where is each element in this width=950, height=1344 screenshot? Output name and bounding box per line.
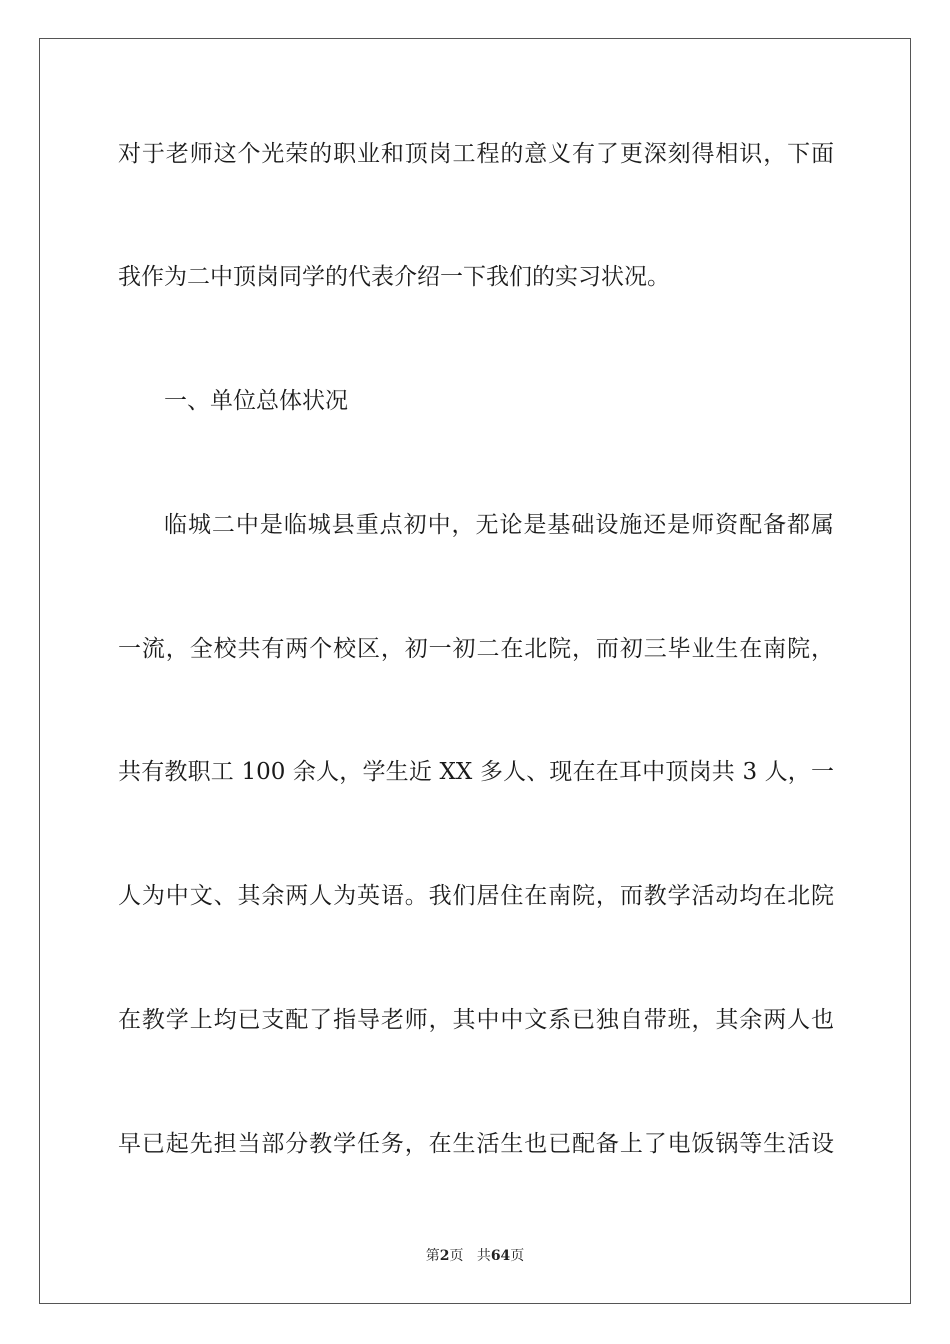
footer-total-suffix: 页: [510, 1248, 525, 1264]
text-line-8: 在教学上均已支配了指导老师，其中中文系已独自带班，其余两人也: [118, 1007, 834, 1033]
text-line-7: 人为中文、其余两人为英语。我们居住在南院，而教学活动均在北院: [118, 883, 834, 909]
footer-total-pages: 64: [490, 1248, 511, 1264]
section-heading: 一、单位总体状况: [164, 388, 348, 414]
footer-page-prefix: 第: [425, 1248, 440, 1264]
footer-total-prefix: 共: [476, 1248, 491, 1264]
page-footer: [0, 1247, 950, 1265]
text-line-5: 一流，全校共有两个校区，初一初二在北院，而初三毕业生在南院，: [118, 636, 834, 662]
text-line-9: 早已起先担当部分教学任务，在生活生也已配备上了电饭锅等生活设: [118, 1131, 834, 1157]
text-line-1: 对于老师这个光荣的职业和顶岗工程的意义有了更深刻得相识，下面: [118, 141, 834, 167]
text-line-6: 共有教职工 100 余人，学生近 XX 多人、现在在耳中顶岗共 3 人，一: [118, 759, 834, 785]
footer-page-number: 2: [439, 1248, 450, 1264]
text-line-2: 我作为二中顶岗同学的代表介绍一下我们的实习状况。: [118, 264, 670, 290]
footer-page-suffix: 页: [449, 1248, 464, 1264]
page-frame: [39, 38, 911, 1304]
text-line-4: 临城二中是临城县重点初中，无论是基础设施还是师资配备都属: [164, 512, 834, 538]
